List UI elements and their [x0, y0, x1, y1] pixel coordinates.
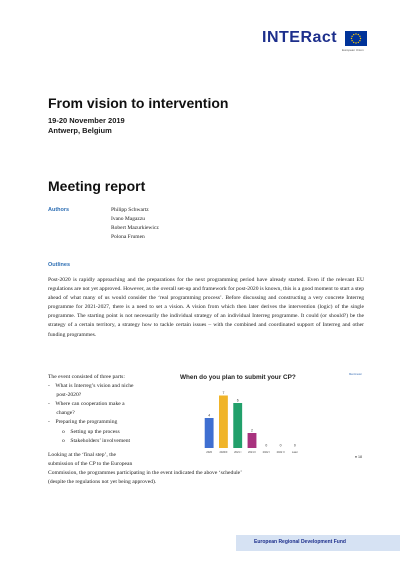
final-line: submission of the CP to the European: [48, 461, 133, 468]
chart-category-label: 2020: [206, 451, 213, 454]
chart-bar: [248, 433, 257, 448]
chart-category-label: 2021 II: [248, 451, 256, 454]
author-name: Philipp Schwartz: [111, 207, 149, 213]
chart-value-label: 0: [293, 443, 296, 448]
outlines-label: Outlines: [48, 262, 71, 268]
final-line: (despite the regulations not yet being approved).: [48, 479, 157, 486]
chart-svg: [176, 370, 366, 462]
authors-label: Authors: [48, 207, 70, 213]
intro-paragraph: Post-2020 is rapidly approaching and the preparations for the next programming period have already started. Even if the relevant EU regulations are not yet approved. However, as the overall set-up and framework for post-2020 is known, this is a good moment to start a step ahead of what many of us would consider the ‘real programming process’. Before discussing and constructing a very concrete Interreg programme for 2021-2027, there is a need to set a vision. A vision from which then later derives the intervention (logic) of the single programme. The starting point is not necessarily the individual strategy of an individual Interreg programme. It could (or should?) be the strategy of a certain territory, a strategy how to tackle certain issues – with the combined and coordinated support of Interreg and other funding programmes.: [48, 277, 364, 338]
final-line: Commission, the programmes participating in the event indicated the above ‘schedule’: [48, 470, 243, 477]
chart-bar: [233, 403, 242, 448]
chart-value-label: 0: [265, 443, 268, 448]
chart-value-label: 0: [279, 443, 282, 448]
chart-category-label: 2020/II: [219, 451, 228, 454]
author-name: Robert Mazurkiewicz: [111, 225, 159, 231]
logo-part1: INTER: [262, 29, 313, 46]
final-line: Looking at the ‘final step’, the: [48, 452, 117, 458]
chart-category-label: 2022 I: [262, 451, 270, 454]
list-item: post-2020?: [48, 392, 82, 399]
chart-value-label: 7: [222, 391, 225, 395]
eu-caption: European Union: [342, 48, 364, 52]
response-count-value: 18: [358, 455, 362, 459]
event-date: 19-20 November 2019: [48, 116, 125, 125]
footer-text: European Regional Development Fund: [254, 539, 346, 545]
parts-list: [48, 373, 173, 446]
submission-chart: [176, 370, 366, 462]
chart-category-label: 2022 II: [276, 451, 285, 454]
chart-title: When do you plan to submit your CP?: [180, 374, 296, 381]
chart-value-label: 2: [251, 428, 253, 433]
chart-value-label: 4: [208, 413, 211, 418]
chart-bar: [205, 418, 214, 448]
parts-lead: The event consisted of three parts:: [48, 374, 125, 380]
chart-source-tag: Mentimeter: [349, 373, 362, 376]
list-item: - Where can cooperation make a: [48, 401, 125, 408]
event-place: Antwerp, Belgium: [48, 126, 112, 135]
list-item: change?: [48, 410, 75, 417]
list-item: - Preparing the programming: [48, 419, 118, 426]
report-title: Meeting report: [48, 178, 146, 194]
chart-category-label: 2021 I: [234, 451, 242, 454]
author-name: Ivano Magazzu: [111, 216, 146, 222]
sub-list-item: o Stakeholders’ involvement: [48, 437, 131, 444]
person-icon: ●: [354, 455, 357, 459]
sub-list-item: o Setting up the process: [48, 428, 120, 435]
final-paragraph: [48, 451, 368, 487]
chart-bar: [219, 396, 228, 449]
author-name: Polona Frumen: [111, 234, 145, 240]
chart-value-label: 6: [236, 398, 239, 403]
eu-flag-icon: [345, 31, 367, 46]
list-item: - What is Interreg’s vision and niche: [48, 383, 134, 390]
page-title: From vision to intervention: [48, 95, 229, 111]
interact-logo: [262, 29, 337, 47]
logo-part2: act: [312, 29, 338, 46]
chart-category-label: Later: [291, 451, 298, 454]
